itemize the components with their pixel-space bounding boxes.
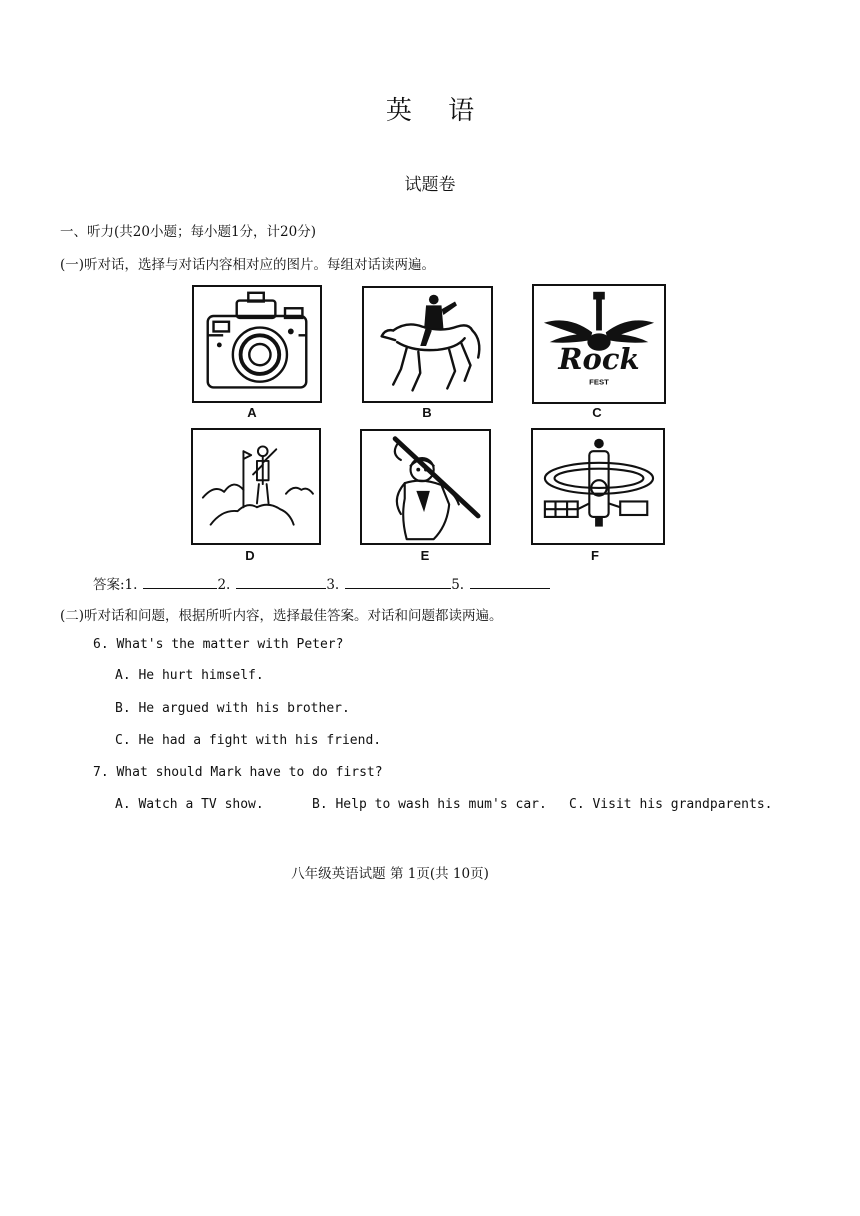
picture-label-b: B (422, 405, 432, 420)
answer-num-3: 3. (326, 577, 340, 593)
question-7-option-c[interactable]: C. Visit his grandparents. (569, 797, 773, 812)
rock-text: Rock (558, 342, 640, 377)
rock-guitar-icon (534, 286, 664, 402)
answer-blank-1[interactable] (143, 576, 217, 589)
answer-num-5: 5. (451, 577, 465, 593)
question-6: 6. What's the matter with Peter? (93, 637, 344, 652)
picture-label-f: F (591, 548, 599, 563)
question-6-option-b[interactable]: B. He argued with his brother. (115, 701, 350, 716)
page-subtitle: 试题卷 (404, 175, 456, 195)
answer-blank-5[interactable] (470, 576, 550, 589)
picture-e (360, 429, 491, 545)
answer-blank-2[interactable] (236, 576, 326, 589)
part1-heading: 一、听力(共20小题；每小题1分，计20分) (60, 224, 316, 240)
picture-label-d: D (245, 548, 255, 563)
answer-blank-3[interactable] (345, 576, 451, 589)
camera-icon (194, 287, 320, 401)
answer-line (93, 573, 550, 593)
page-title: 英 语 (385, 96, 489, 126)
answer-num-2: 2. (217, 577, 231, 593)
picture-d (191, 428, 321, 545)
space-station-icon (533, 430, 663, 543)
section2-heading: (二)听对话和问题，根据所听内容，选择最佳答案。对话和问题都读两遍。 (60, 608, 503, 624)
section1-heading: (一)听对话，选择与对话内容相对应的图片。每组对话读两遍。 (60, 257, 436, 273)
picture-label-e: E (420, 548, 430, 563)
picture-label-a: A (247, 405, 257, 420)
horse-rider-icon (364, 288, 491, 401)
page-footer: 八年级英语试题 第 1页(共 10页) (291, 866, 489, 882)
picture-a (192, 285, 322, 403)
picture-label-c: C (592, 405, 602, 420)
question-7-option-b[interactable]: B. Help to wash his mum's car. (312, 797, 547, 812)
question-6-option-c[interactable]: C. He had a fight with his friend. (115, 733, 382, 748)
monkey-king-icon (362, 431, 489, 543)
mountain-climber-icon (193, 430, 319, 543)
fest-text: FEST (589, 377, 609, 387)
picture-b (362, 286, 493, 403)
question-7-option-a[interactable]: A. Watch a TV show. (115, 797, 264, 812)
picture-c (532, 284, 666, 404)
question-6-option-a[interactable]: A. He hurt himself. (115, 668, 264, 683)
question-7: 7. What should Mark have to do first? (93, 765, 383, 780)
picture-f (531, 428, 665, 545)
answer-prefix: 答案:1. (93, 577, 138, 593)
